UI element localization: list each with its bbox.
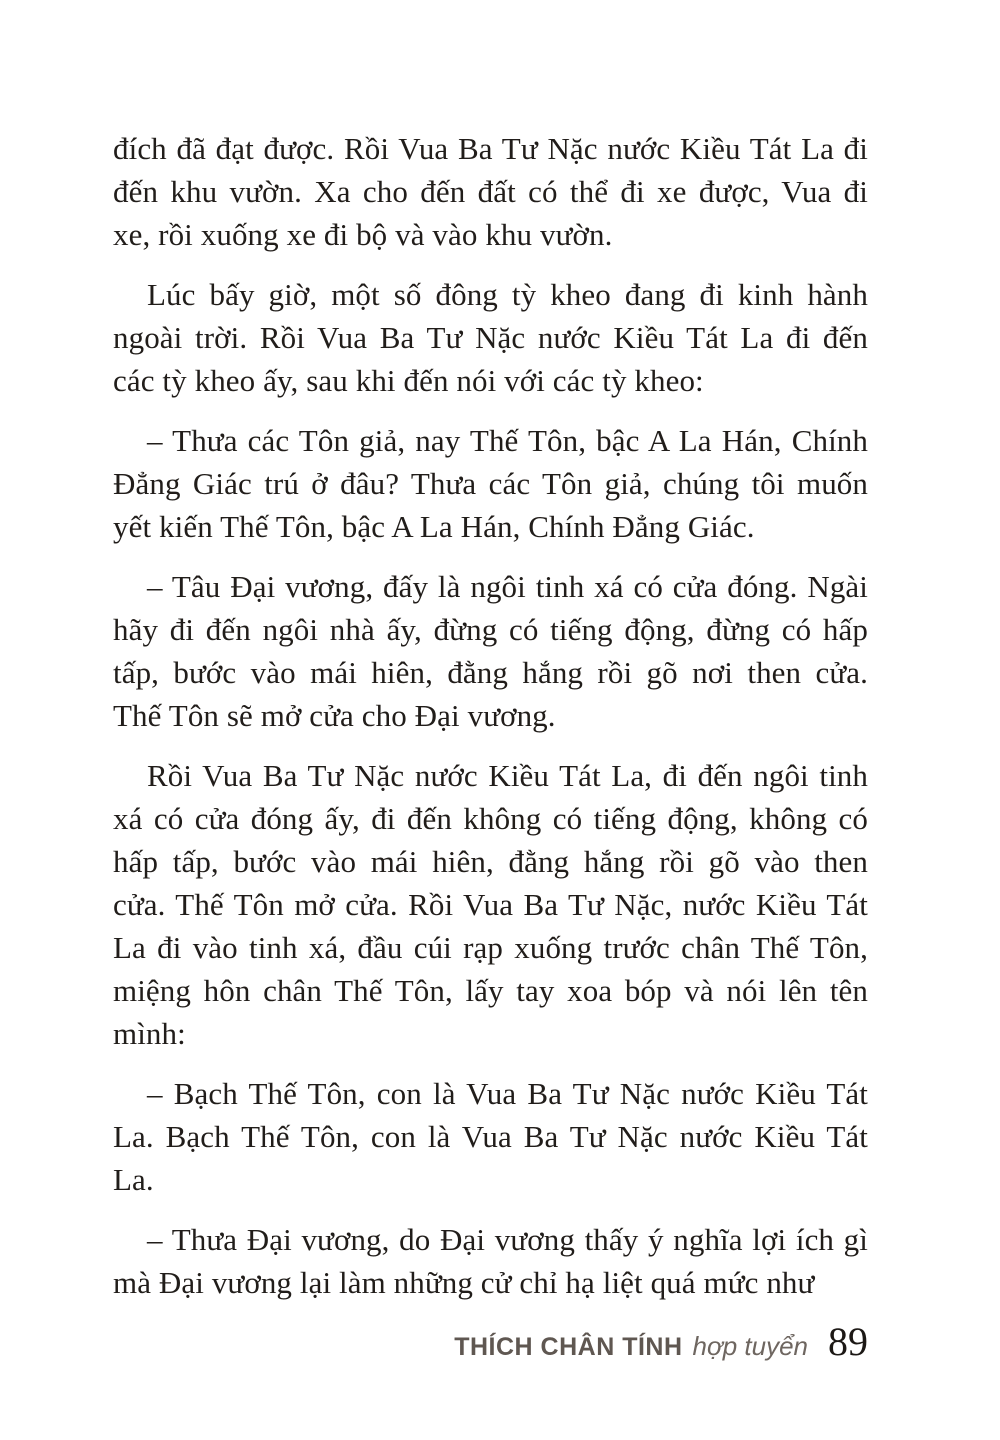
text-line: mà Đại vương lại làm những cử chỉ hạ liệt quá mức như [113, 1265, 815, 1300]
footer-author: THÍCH CHÂN TÍNH [454, 1333, 683, 1361]
text-line: Đẳng Giác trú ở đâu? Thưa các Tôn giả, chúng tôi muốn [113, 466, 868, 501]
text-line: cửa. Thế Tôn mở cửa. Rồi Vua Ba Tư Nặc, nước Kiều Tát [113, 887, 868, 922]
text-line: tấp, bước vào mái hiên, đằng hắng rồi gõ nơi then cửa. [113, 655, 868, 690]
body-text [113, 127, 868, 1304]
text-line: mình: [113, 1016, 186, 1051]
text-line: đích đã đạt được. Rồi Vua Ba Tư Nặc nước Kiều Tát La đi [113, 131, 868, 166]
paragraph [113, 754, 868, 1055]
footer-series: hợp tuyển [692, 1331, 808, 1361]
text-line: yết kiến Thế Tôn, bậc A La Hán, Chính Đẳng Giác. [113, 509, 755, 544]
text-line: xá có cửa đóng ấy, đi đến không có tiếng động, không có [113, 801, 868, 836]
text-line: – Thưa Đại vương, do Đại vương thấy ý nghĩa lợi ích gì [147, 1222, 868, 1257]
text-line: La. Bạch Thế Tôn, con là Vua Ba Tư Nặc nước Kiều Tát La. [113, 1119, 868, 1197]
text-line: hãy đi đến ngôi nhà ấy, đừng có tiếng động, đừng có hấp [113, 612, 868, 647]
text-line: Rồi Vua Ba Tư Nặc nước Kiều Tát La, đi đến ngôi tinh [147, 758, 868, 793]
paragraph [113, 1218, 868, 1304]
text-line: – Tâu Đại vương, đấy là ngôi tinh xá có cửa đóng. Ngài [147, 569, 868, 604]
paragraph [113, 565, 868, 737]
text-line: – Thưa các Tôn giả, nay Thế Tôn, bậc A La Hán, Chính [147, 423, 868, 458]
text-line: xe, rồi xuống xe đi bộ và vào khu vườn. [113, 217, 613, 252]
paragraph [113, 127, 868, 256]
paragraph [113, 273, 868, 402]
paragraph [113, 1072, 868, 1201]
page-number: 89 [828, 1319, 868, 1364]
text-line: La đi vào tinh xá, đầu cúi rạp xuống trước chân Thế Tôn, [113, 930, 868, 965]
text-line: hấp tấp, bước vào mái hiên, đằng hắng rồi gõ vào then [113, 844, 868, 879]
text-line: ngoài trời. Rồi Vua Ba Tư Nặc nước Kiều Tát La đi đến [113, 320, 868, 355]
page-footer [454, 1318, 868, 1365]
text-line: đến khu vườn. Xa cho đến đất có thể đi xe được, Vua đi [113, 174, 868, 209]
text-line: Thế Tôn sẽ mở cửa cho Đại vương. [113, 698, 556, 733]
text-line: Lúc bấy giờ, một số đông tỳ kheo đang đi kinh hành [147, 277, 868, 312]
text-line: – Bạch Thế Tôn, con là Vua Ba Tư Nặc nước Kiều Tát [147, 1076, 868, 1111]
text-line: các tỳ kheo ấy, sau khi đến nói với các tỳ kheo: [113, 363, 704, 398]
paragraph [113, 419, 868, 548]
text-line: miệng hôn chân Thế Tôn, lấy tay xoa bóp và nói lên tên [113, 973, 868, 1008]
